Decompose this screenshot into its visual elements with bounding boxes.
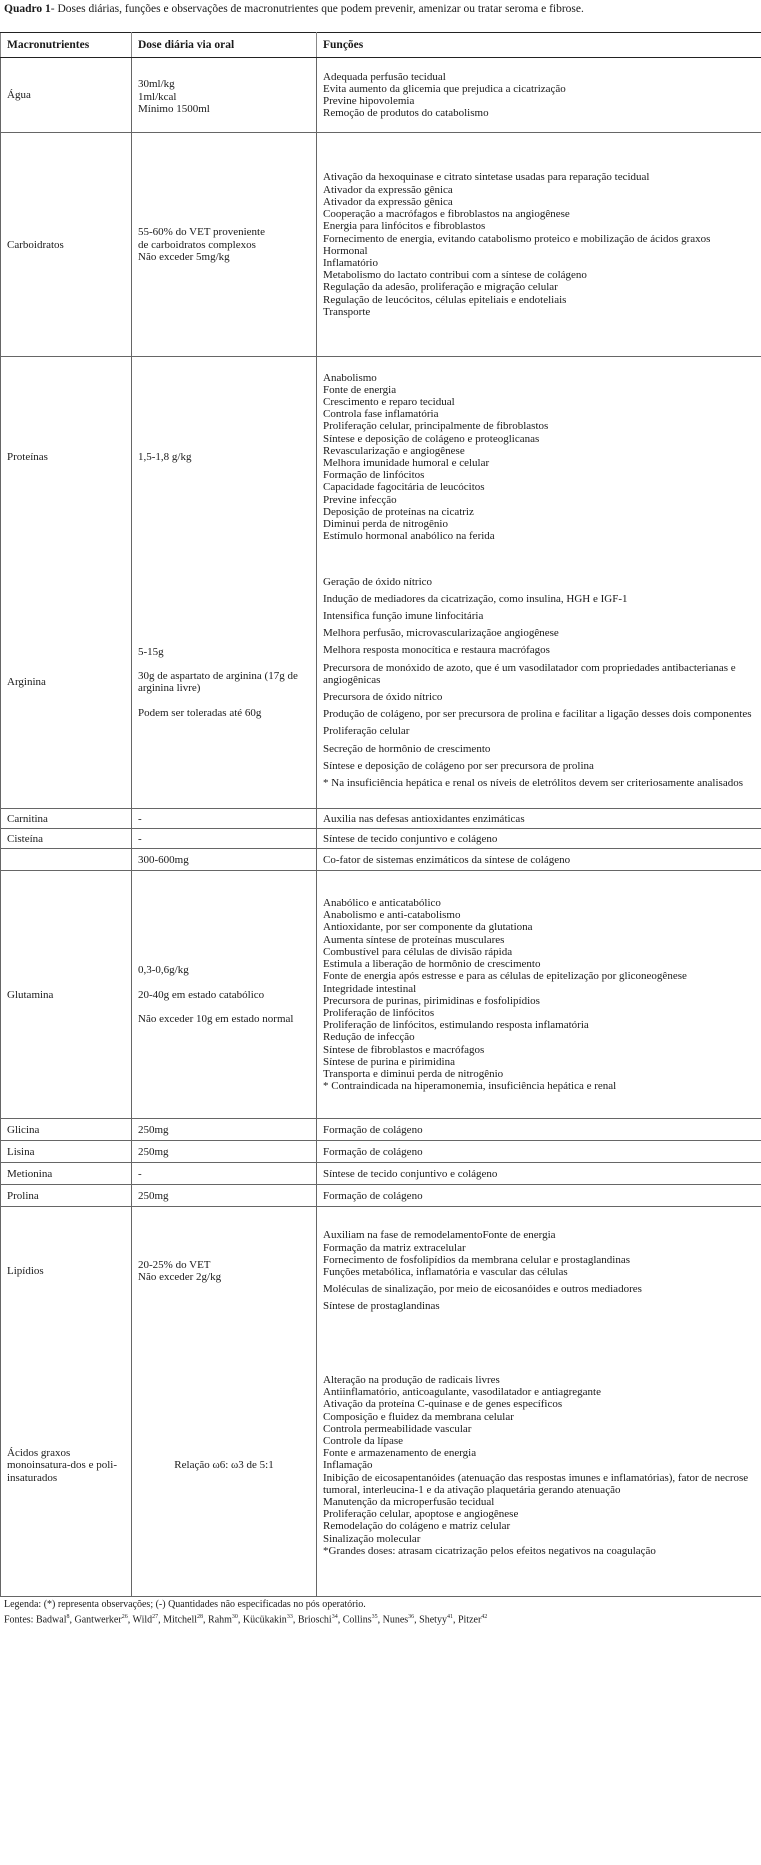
- function-item: Deposição de proteínas na cicatriz: [323, 505, 474, 518]
- nutrient-name: Cisteína: [1, 829, 132, 849]
- header-macronutrientes: Macronutrientes: [1, 33, 132, 58]
- dose-line: Mínimo 1500ml: [138, 102, 210, 115]
- table-row-glutamina: [1, 871, 761, 1119]
- function-item: Regulação de leucócitos, células epiteliais e endoteliais: [323, 293, 567, 306]
- function-item: Secreção de hormônio de crescimento: [323, 742, 491, 755]
- dose-line: Não exceder 10g em estado normal: [138, 1012, 294, 1025]
- function-item: Formação de colágeno: [317, 1141, 761, 1163]
- function-item: Síntese de tecido conjuntivo e colágeno: [317, 1163, 761, 1185]
- functions-cell: [317, 871, 761, 1119]
- function-item: Inibição de eicosapentanóides (atenuação das respostas imunes e inflamatórias), fator de necrose tumoral, interleucina-1 e da ativação plaquetária gerando atenuação: [323, 1471, 749, 1496]
- function-item: Controla permeabilidade vascular: [323, 1422, 472, 1435]
- function-item: Evita aumento da glicemia que prejudica a cicatrização: [323, 83, 566, 95]
- table-row-glicina: [1, 1119, 761, 1141]
- table-row-metionina: [1, 1163, 761, 1185]
- header-row: [1, 33, 761, 58]
- source-author: Wild: [132, 1614, 153, 1626]
- function-item: Estimula a liberação de hormônio de crescimento: [323, 958, 541, 971]
- table-row-cisteina: [1, 829, 761, 849]
- function-item: Metabolismo do lactato contribui com a síntese de colágeno: [323, 269, 587, 282]
- dose-line: Não exceder 2g/kg: [138, 1270, 222, 1283]
- header-dose: Dose diária via oral: [132, 33, 317, 58]
- table-footer: [0, 1597, 761, 1628]
- nutrient-name: Metionina: [1, 1163, 132, 1185]
- function-item: Anabolismo: [323, 371, 377, 384]
- source-author: Collins: [342, 1614, 372, 1626]
- nutrient-name: Arginina: [1, 557, 132, 809]
- nutrient-name: Água: [1, 58, 132, 133]
- function-item: Adequada perfusão tecidual: [323, 70, 446, 83]
- dose-cell: -: [132, 809, 317, 829]
- functions-cell: [317, 58, 761, 133]
- nutrient-name: Lisina: [1, 1141, 132, 1163]
- dose-cell: -: [132, 1163, 317, 1185]
- nutrient-name: Glutamina: [1, 871, 132, 1119]
- source-ref: 30: [231, 1614, 238, 1621]
- source-author: Nunes: [382, 1614, 409, 1626]
- function-item: Ativador da expressão gênica: [323, 183, 453, 196]
- source-author: Pitzer: [457, 1614, 482, 1626]
- source-author: Kücükakin: [242, 1614, 287, 1626]
- dose-cell: [132, 1207, 317, 1335]
- function-item: Inflamatório: [323, 256, 378, 269]
- table-row-proteinas: [1, 357, 761, 557]
- source-author: Shetyy: [419, 1614, 447, 1626]
- function-item: Síntese de fibroblastos e macrófagos: [323, 1043, 485, 1056]
- function-item: Combustível para células de divisão rápida: [323, 945, 513, 958]
- source-ref: 41: [446, 1614, 453, 1621]
- function-item: Formação de linfócitos: [323, 469, 425, 482]
- dose-cell: 250mg: [132, 1119, 317, 1141]
- function-item: Transporte: [323, 305, 371, 318]
- dose-line: 1ml/kcal: [138, 90, 177, 103]
- source-ref: 8: [66, 1614, 70, 1621]
- dose-line: Podem ser toleradas até 60g: [138, 706, 262, 719]
- source-author: Mitchell: [163, 1614, 198, 1626]
- function-item: Manutenção da microperfusão tecidual: [323, 1495, 495, 1508]
- dose-line: 20-25% do VET: [138, 1258, 211, 1271]
- function-item: Síntese de prostaglandinas: [323, 1300, 440, 1313]
- legend-text: Legenda: (*) representa observações; (-) Quantidades não especificadas no pós operatório.: [4, 1599, 366, 1611]
- function-item: Controla fase inflamatória: [323, 408, 439, 421]
- nutrient-name: Carboidratos: [1, 133, 132, 357]
- source-ref: 34: [331, 1614, 338, 1621]
- function-item: Fonte de energia: [323, 383, 397, 396]
- function-item: Síntese e deposição de colágeno por ser precursora de prolina: [323, 759, 594, 772]
- dose-cell: -: [132, 829, 317, 849]
- function-item: Proliferação celular, apoptose e angiogênese: [323, 1508, 519, 1521]
- dose-line: Não exceder 5mg/kg: [138, 250, 230, 263]
- dose-line: 55-60% do VET proveniente: [138, 226, 265, 239]
- table-row-acidos-graxos: [1, 1335, 761, 1597]
- function-item: Capacidade fagocitária de leucócitos: [323, 481, 485, 494]
- function-item: * Na insuficiência hepática e renal os níveis de eletrólitos devem ser criteriosamente analisados: [323, 777, 743, 790]
- function-item: *Grandes doses: atrasam cicatrização pelos efeitos negativos na coagulação: [323, 1544, 656, 1557]
- function-item: Fonte e armazenamento de energia: [323, 1447, 477, 1460]
- source-author: Gantwerker: [74, 1614, 122, 1626]
- function-item: Energia para linfócitos e fibroblastos: [323, 220, 486, 233]
- dose-cell: Relação ω6: ω3 de 5:1: [132, 1335, 317, 1597]
- dose-cell: 1,5-1,8 g/kg: [132, 357, 317, 557]
- function-item: Anabolismo e anti-catabolismo: [323, 909, 461, 922]
- function-item: Precursora de óxido nítrico: [323, 691, 443, 704]
- function-item: Funções metabólica, inflamatória e vascular das células: [323, 1265, 568, 1278]
- function-item: Estímulo hormonal anabólico na ferida: [323, 530, 495, 543]
- function-item: Anabólico e anticatabólico: [323, 897, 441, 910]
- function-item: Remodelação do colágeno e matriz celular: [323, 1520, 511, 1533]
- table-caption: [0, 0, 761, 32]
- function-item: Formação de colágeno: [317, 1119, 761, 1141]
- function-item: Síntese e deposição de colágeno e proteoglicanas: [323, 432, 540, 445]
- function-item: Ativação da hexoquinase e citrato sintetase usadas para reparação tecidual: [323, 171, 650, 184]
- functions-cell: [317, 133, 761, 357]
- function-item: Geração de óxido nítrico: [323, 575, 433, 588]
- nutrient-name: Carnitina: [1, 809, 132, 829]
- function-item: Ativador da expressão gênica: [323, 195, 453, 208]
- function-item: Redução de infecção: [323, 1031, 415, 1044]
- function-item: Hormonal: [323, 244, 368, 257]
- dose-cell: [132, 557, 317, 809]
- dose-line: 0,3-0,6g/kg: [138, 964, 189, 977]
- function-item: Previne hipovolemia: [323, 95, 415, 108]
- source-ref: 27: [152, 1614, 159, 1621]
- function-item: Melhora perfusão, microvascularizaçãoe angiogênese: [323, 627, 559, 640]
- nutrient-name: Prolina: [1, 1185, 132, 1207]
- function-item: Síntese de tecido conjuntivo e colágeno: [317, 829, 761, 849]
- table-row-carboidratos: [1, 133, 761, 357]
- source-ref: 28: [197, 1614, 204, 1621]
- functions-cell: [317, 557, 761, 809]
- function-item: Síntese de purina e pirimidina: [323, 1055, 455, 1068]
- function-item: Previne infecção: [323, 493, 397, 506]
- source-ref: 42: [481, 1614, 488, 1621]
- function-item: Fornecimento de energia, evitando catabolismo proteico e mobilização de ácidos graxos: [323, 232, 711, 245]
- function-item: Proliferação celular, principalmente de fibroblastos: [323, 420, 549, 433]
- dose-line: 5-15g: [138, 646, 164, 659]
- function-item: Indução de mediadores da cicatrização, como insulina, HGH e IGF-1: [323, 592, 628, 605]
- function-item: Formação de colágeno: [317, 1185, 761, 1207]
- function-item: Proliferação de linfócitos: [323, 1006, 435, 1019]
- dose-line: de carboidratos complexos: [138, 238, 256, 251]
- nutrient-name: Lipídios: [1, 1207, 132, 1335]
- sources-prefix: Fontes:: [4, 1614, 36, 1626]
- table-row-agua: [1, 58, 761, 133]
- function-item: Cooperação a macrófagos e fibroblastos na angiogênese: [323, 208, 570, 221]
- function-item: Fornecimento de fosfolipídios da membrana celular e prostaglandinas: [323, 1253, 630, 1266]
- function-item: Crescimento e reparo tecidual: [323, 395, 455, 408]
- function-item: Ativação da proteína C-quinase e de genes específicos: [323, 1398, 563, 1411]
- caption-label: Quadro 1: [4, 3, 51, 15]
- dose-cell: 300-600mg: [132, 849, 317, 871]
- function-item: Proliferação celular: [323, 725, 410, 738]
- dose-line: 30g de aspartato de arginina (17g de arginina livre): [138, 670, 298, 695]
- function-item: Auxilia nas defesas antioxidantes enzimáticas: [317, 809, 761, 829]
- function-item: Melhora resposta monocítica e restaura macrófagos: [323, 644, 550, 657]
- function-item: Regulação da adesão, proliferação e migração celular: [323, 281, 558, 294]
- table-row-arginina: [1, 557, 761, 809]
- source-ref: 36: [408, 1614, 415, 1621]
- dose-cell: [132, 133, 317, 357]
- nutrient-name: Proteínas: [1, 357, 132, 557]
- function-item: Fonte de energia após estresse e para as células de epitelização por gliconeogênese: [323, 970, 687, 983]
- table-row-lipidios: [1, 1207, 761, 1335]
- source-ref: 33: [286, 1614, 293, 1621]
- header-funcoes: Funções: [317, 33, 761, 58]
- function-item: Integridade intestinal: [323, 982, 417, 995]
- function-item: Controle da lípase: [323, 1434, 404, 1447]
- dose-cell: 250mg: [132, 1141, 317, 1163]
- source-author: Rahm: [208, 1614, 232, 1626]
- function-item: Precursora de monóxido de azoto, que é um vasodilatador com propriedades antibacterianas e angiogênicas: [323, 661, 736, 686]
- function-item: Produção de colágeno, por ser precursora de prolina e facilitar a ligação desses dois componentes: [323, 708, 752, 721]
- table-row-cofator: [1, 849, 761, 871]
- dose-line: 30ml/kg: [138, 78, 175, 91]
- function-item: Revascularização e angiogênese: [323, 444, 465, 457]
- functions-cell: [317, 1207, 761, 1335]
- function-item: Intensifica função imune linfocitária: [323, 610, 484, 623]
- function-item: Inflamação: [323, 1459, 373, 1472]
- function-item: Precursora de purinas, pirimidinas e fosfolipídios: [323, 994, 540, 1007]
- source-author: Badwal: [35, 1614, 67, 1626]
- functions-cell: [317, 357, 761, 557]
- function-item: Formação da matriz extracelular: [323, 1241, 466, 1254]
- function-item: Diminui perda de nitrogênio: [323, 517, 448, 530]
- dose-line: 20-40g em estado catabólico: [138, 988, 265, 1001]
- sources-line: Fontes: Badwal$^8$, Gantwerker$^{26}$, Wild$^{27}$, Mitchell$^{28}$, Rahm$^{30}$, Kücükakin$^{33}$, Brioschi$^{34}$, Collins$^{35}$, Nunes$^{36}$, Shetyy$^{41}$, Pitzer$^{42}$: [4, 1614, 488, 1626]
- function-item: Alteração na produção de radicais livres: [323, 1373, 500, 1386]
- function-item: Co-fator de sistemas enzimáticos da síntese de colágeno: [317, 849, 761, 871]
- source-ref: 26: [121, 1614, 128, 1621]
- function-item: Antioxidante, por ser componente da glutationa: [323, 921, 533, 934]
- source-author: Brioschi: [297, 1614, 332, 1626]
- function-item: * Contraindicada na hiperamonemia, insuficiência hepática e renal: [323, 1080, 617, 1093]
- function-item: Proliferação de linfócitos, estimulando resposta inflamatória: [323, 1019, 589, 1032]
- function-item: Aumenta síntese de proteínas musculares: [323, 933, 505, 946]
- nutrient-name: [1, 849, 132, 871]
- dose-cell: [132, 871, 317, 1119]
- function-item: Sinalização molecular: [323, 1532, 421, 1545]
- function-item: Antiinflamatório, anticoagulante, vasodilatador e antiagregante: [323, 1386, 601, 1399]
- functions-cell: [317, 1335, 761, 1597]
- function-item: Transporta e diminui perda de nitrogênio: [323, 1067, 504, 1080]
- dose-cell: 250mg: [132, 1185, 317, 1207]
- nutrient-name: Glicina: [1, 1119, 132, 1141]
- nutrient-name: Ácidos graxos monoinsatura-dos e poli-insaturados: [1, 1335, 132, 1597]
- dose-cell: [132, 58, 317, 133]
- function-item: Moléculas de sinalização, por meio de eicosanóides e outros mediadores: [323, 1283, 642, 1296]
- function-item: Auxiliam na fase de remodelamentoFonte de energia: [323, 1229, 556, 1242]
- macronutrients-table: [0, 32, 761, 1597]
- table-row-lisina: [1, 1141, 761, 1163]
- function-item: Remoção de produtos do catabolismo: [323, 107, 489, 120]
- source-ref: 35: [371, 1614, 378, 1621]
- caption-text: - Doses diárias, funções e observações de macronutrientes que podem prevenir, amenizar ou tratar seroma e fibrose.: [50, 3, 584, 15]
- table-row-prolina: [1, 1185, 761, 1207]
- function-item: Composição e fluidez da membrana celular: [323, 1410, 514, 1423]
- table-row-carnitina: [1, 809, 761, 829]
- function-item: Melhora imunidade humoral e celular: [323, 456, 490, 469]
